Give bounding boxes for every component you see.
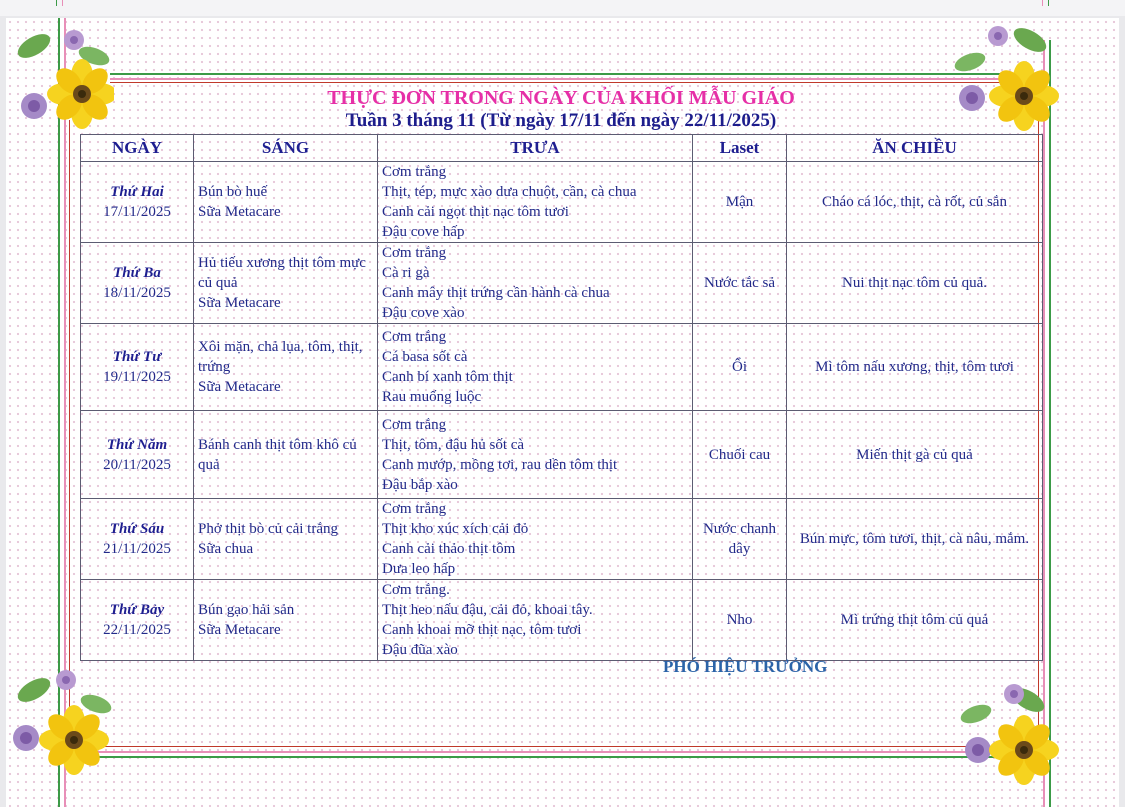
lunch-item: Thịt kho xúc xích cải đỏ bbox=[382, 521, 529, 537]
table-row bbox=[81, 243, 1043, 324]
day-name: Thứ Tư bbox=[112, 349, 162, 365]
lunch-item: Cơm trắng bbox=[382, 245, 447, 261]
frame-left-red bbox=[69, 120, 70, 760]
menu-subtitle: Tuần 3 tháng 11 (Từ ngày 17/11 đến ngày 22/11/2025) bbox=[345, 110, 777, 131]
day-cell bbox=[81, 499, 194, 580]
header-laset: Laset bbox=[693, 135, 787, 162]
morning-item: Bún bò huế bbox=[198, 184, 268, 200]
strip-line bbox=[62, 0, 63, 6]
day-date: 17/11/2025 bbox=[103, 204, 171, 220]
day-cell bbox=[81, 162, 194, 243]
day-name: Thứ Năm bbox=[106, 436, 168, 453]
lunch-item: Canh cải thảo thịt tôm bbox=[382, 541, 516, 557]
day-cell bbox=[81, 580, 194, 661]
afternoon-cell: Bún mực, tôm tươi, thịt, cà nâu, mắm. bbox=[787, 499, 1043, 580]
lunch-cell bbox=[378, 243, 693, 324]
morning-cell bbox=[194, 411, 378, 499]
laset-cell: Nước chanh dây bbox=[693, 499, 787, 580]
day-cell bbox=[81, 243, 194, 324]
afternoon-cell: Mì trứng thịt tôm củ quả bbox=[787, 580, 1043, 661]
day-name: Thứ Ba bbox=[113, 265, 161, 281]
lunch-cell bbox=[378, 411, 693, 499]
flower-bottom-right-icon bbox=[958, 684, 1068, 794]
lunch-item: Thịt, tôm, đậu hủ sốt cà bbox=[382, 436, 525, 453]
flower-bottom-left-icon bbox=[4, 668, 114, 778]
lunch-item: Cơm trắng bbox=[382, 164, 447, 180]
lunch-item: Cơm trắng. bbox=[382, 582, 450, 598]
laset-cell: Mận bbox=[693, 162, 787, 243]
morning-item: Sữa Metacare bbox=[198, 622, 281, 638]
lunch-item: Đậu cove hấp bbox=[382, 224, 465, 240]
morning-cell bbox=[194, 580, 378, 661]
table-row bbox=[81, 580, 1043, 661]
lunch-item: Canh bí xanh tôm thịt bbox=[382, 369, 513, 385]
day-cell bbox=[81, 324, 194, 411]
lunch-item: Canh mây thịt trứng cần hành cà chua bbox=[382, 285, 610, 301]
lunch-cell bbox=[378, 580, 693, 661]
lunch-item: Thịt heo nấu đậu, cải đỏ, khoai tây. bbox=[382, 602, 593, 618]
morning-item: Bún gạo hải sản bbox=[198, 602, 295, 618]
lunch-item: Canh cải ngọt thịt nạc tôm tươi bbox=[382, 204, 569, 220]
lunch-cell bbox=[378, 324, 693, 411]
day-name: Thứ Sáu bbox=[109, 521, 165, 537]
lunch-cell bbox=[378, 499, 693, 580]
laset-cell: Chuối cau bbox=[693, 411, 787, 499]
morning-item: Sữa Metacare bbox=[198, 204, 281, 220]
day-date: 19/11/2025 bbox=[103, 369, 171, 385]
morning-item: Sữa chua bbox=[198, 541, 254, 557]
strip-line bbox=[56, 0, 57, 6]
morning-item: Xôi mặn, chả lụa, tôm, thịt, trứng bbox=[198, 339, 363, 375]
header-afternoon: ĂN CHIỀU bbox=[787, 135, 1043, 162]
morning-item: Hủ tiếu xương thịt tôm mực củ quả bbox=[198, 255, 366, 291]
morning-cell bbox=[194, 499, 378, 580]
afternoon-cell: Nui thịt nạc tôm củ quả. bbox=[787, 243, 1043, 324]
table-row bbox=[81, 411, 1043, 499]
day-name: Thứ Hai bbox=[110, 184, 164, 200]
morning-cell bbox=[194, 324, 378, 411]
afternoon-cell: Cháo cá lóc, thịt, cà rốt, củ sắn bbox=[787, 162, 1043, 243]
frame-bottom-green bbox=[90, 756, 1020, 758]
lunch-item: Đậu cove xào bbox=[382, 305, 465, 321]
frame-bottom-pink bbox=[90, 751, 1015, 753]
lunch-item: Canh khoai mỡ thịt nạc, tôm tươi bbox=[382, 622, 582, 638]
day-name: Thứ Bảy bbox=[109, 602, 165, 618]
day-date: 18/11/2025 bbox=[103, 285, 171, 301]
header-day: NGÀY bbox=[81, 135, 194, 162]
afternoon-cell: Miến thịt gà củ quả bbox=[787, 411, 1043, 499]
lunch-item: Cà ri gà bbox=[382, 265, 430, 281]
lunch-item: Dưa leo hấp bbox=[382, 561, 456, 577]
table-row bbox=[81, 499, 1043, 580]
frame-top-pink bbox=[110, 78, 1035, 80]
morning-item: Sữa Metacare bbox=[198, 295, 281, 311]
header-morning: SÁNG bbox=[194, 135, 378, 162]
frame-top-red bbox=[110, 82, 1030, 83]
top-strip bbox=[0, 0, 1125, 16]
lunch-item: Cá basa sốt cà bbox=[382, 349, 468, 365]
table-header-row bbox=[81, 135, 1043, 162]
frame-top-green bbox=[110, 73, 1040, 75]
strip-line bbox=[1048, 0, 1049, 6]
lunch-cell bbox=[378, 162, 693, 243]
lunch-item: Thịt, tép, mực xào dưa chuột, cần, cà chua bbox=[382, 184, 637, 200]
day-cell bbox=[81, 411, 194, 499]
laset-cell: Ổi bbox=[693, 324, 787, 411]
day-date: 22/11/2025 bbox=[103, 622, 171, 638]
lunch-item: Cơm trắng bbox=[382, 501, 447, 517]
morning-item: Sữa Metacare bbox=[198, 379, 281, 395]
signature-title: PHÓ HIỆU TRƯỞNG bbox=[663, 657, 828, 676]
morning-item: Bánh canh thịt tôm khô củ quả bbox=[198, 436, 357, 473]
lunch-item: Cơm trắng bbox=[382, 416, 447, 433]
lunch-item: Canh mướp, mồng tơi, rau dền tôm thịt bbox=[382, 456, 618, 473]
lunch-item: Đậu bắp xào bbox=[382, 476, 458, 493]
table-row bbox=[81, 162, 1043, 243]
morning-item: Phở thịt bò củ cải trắng bbox=[198, 521, 338, 537]
day-date: 21/11/2025 bbox=[103, 541, 171, 557]
laset-cell: Nho bbox=[693, 580, 787, 661]
laset-cell: Nước tắc sả bbox=[693, 243, 787, 324]
afternoon-cell: Mì tôm nấu xương, thịt, tôm tươi bbox=[787, 324, 1043, 411]
lunch-item: Rau muống luộc bbox=[382, 389, 482, 405]
header-lunch: TRƯA bbox=[378, 135, 693, 162]
lunch-item: Đậu đũa xào bbox=[382, 642, 458, 658]
morning-cell bbox=[194, 243, 378, 324]
menu-table bbox=[80, 134, 1043, 661]
table-row bbox=[81, 324, 1043, 411]
morning-cell bbox=[194, 162, 378, 243]
day-date: 20/11/2025 bbox=[103, 456, 171, 473]
strip-line bbox=[1042, 0, 1043, 6]
lunch-item: Cơm trắng bbox=[382, 329, 447, 345]
menu-title: THỰC ĐƠN TRONG NGÀY CỦA KHỐI MẪU GIÁO bbox=[327, 87, 795, 109]
frame-bottom-red bbox=[90, 746, 1010, 747]
